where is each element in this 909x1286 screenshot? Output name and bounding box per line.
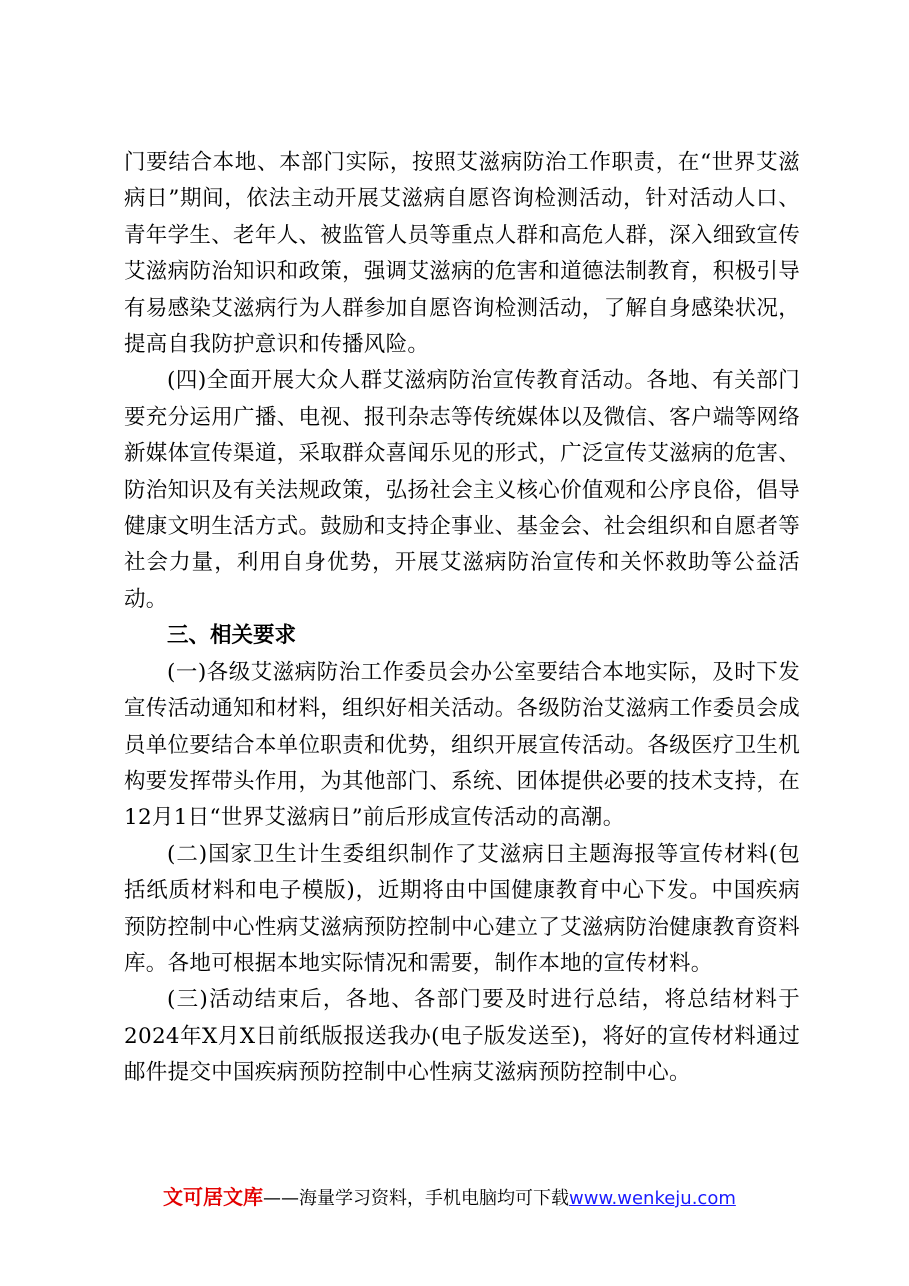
paragraph-item-1: (一)各级艾滋病防治工作委员会办公室要结合本地实际，及时下发宣传活动通知和材料，组织好相关活动。各级防治艾滋病工作委员会成员单位要结合本单位职责和优势，组织开展宣传活动。各级医疗卫生机构要发挥带头作用，为其他部门、系统、团体提供必要的技术支持，在12月1日“世界艾滋病日”前后形成宣传活动的高潮。 xyxy=(124,659,800,831)
paragraph-item-4: (四)全面开展大众人群艾滋病防治宣传教育活动。各地、有关部门要充分运用广播、电视、报刊杂志等传统媒体以及微信、客户端等网络新媒体宣传渠道，采取群众喜闻乐见的形式，广泛宣传艾滋病的危害、防治知识及有关法规政策，弘扬社会主义核心价值观和公序良俗，倡导健康文明生活方式。鼓励和支持企事业、基金会、社会组织和自愿者等社会力量，利用自身优势，开展艾滋病防治宣传和关怀救助等公益活动。 xyxy=(124,368,800,612)
footer-tagline: ——海量学习资料，手机电脑均可下载 xyxy=(263,1188,569,1209)
section-heading-requirements: 三、相关要求 xyxy=(167,623,297,649)
paragraph-item-3: (三)活动结束后，各地、各部门要及时进行总结，将总结材料于2024年X月X日前纸版报送我办(电子版发送至)，将好的宣传材料通过邮件提交中国疾病预防控制中心性病艾滋病预防控制中心。 xyxy=(124,987,800,1086)
paragraph-item-2: (二)国家卫生计生委组织制作了艾滋病日主题海报等宣传材料(包括纸质材料和电子模版)，近期将由中国健康教育中心下发。中国疾病预防控制中心性病艾滋病预防控制中心建立了艾滋病防治健康教育资料库。各地可根据本地实际情况和需要，制作本地的宣传材料。 xyxy=(124,841,800,976)
paragraph-continuation: 门要结合本地、本部门实际，按照艾滋病防治工作职责，在“世界艾滋病日”期间，依法主动开展艾滋病自愿咨询检测活动，针对活动人口、青年学生、老年人、被监管人员等重点人群和高危人群，深入细致宣传艾滋病防治知识和政策，强调艾滋病的危害和道德法制教育，积极引导有易感染艾滋病行为人群参加自愿咨询检测活动，了解自身感染状况，提高自我防护意识和传播风险。 xyxy=(124,150,800,358)
document-body xyxy=(124,145,800,1092)
footer-brand: 文可居文库 xyxy=(163,1185,263,1209)
footer-banner xyxy=(163,1183,736,1213)
footer-website-link[interactable]: www.wenkeju.com xyxy=(569,1188,736,1209)
